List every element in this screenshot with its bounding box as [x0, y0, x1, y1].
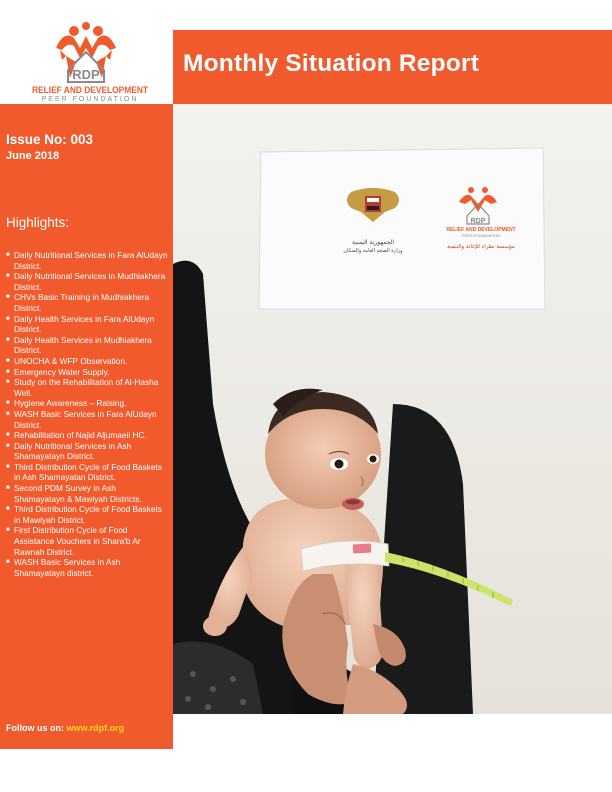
- bullet-icon: ■: [6, 527, 10, 534]
- bullet-icon: ■: [6, 368, 10, 375]
- website-link[interactable]: www.rdpf.org: [66, 723, 125, 733]
- bullet-icon: ■: [6, 559, 10, 566]
- logo-name-line2: PEER FOUNDATION: [41, 96, 139, 103]
- bullet-icon: ■: [6, 294, 10, 301]
- bullet-icon: ■: [6, 410, 10, 417]
- bullet-icon: ■: [6, 273, 10, 280]
- bullet-icon: ■: [6, 336, 10, 343]
- bullet-icon: ■: [6, 252, 10, 258]
- highlight-item: ■ WASH Basic Services in Fara AlUdayn District.: [6, 408, 157, 430]
- highlight-item: ■ Emergency Water Supply.: [6, 366, 110, 377]
- highlight-item: ■ Third Distribution Cycle of Food Baskets in Ash Shamayatan District.: [6, 461, 163, 483]
- bullet-icon: ■: [6, 485, 10, 492]
- report-title: Monthly Situation Report: [183, 50, 480, 77]
- highlight-item: ■ First Distribution Cycle of Food Assistance Vouchers in Shara'b Ar Rawnah District.: [6, 525, 141, 557]
- bullet-icon: ■: [6, 315, 10, 322]
- rdp-logo-icon: [0, 0, 173, 104]
- poster-emblem-label2: وزارة الصحة العامة والسكان: [343, 248, 403, 254]
- logo-name-line1: RELIEF AND DEVELOPMENT: [32, 85, 149, 96]
- follow-us: Follow us on: www.rdpf.org: [6, 723, 125, 733]
- highlight-item: ■ WASH Basic Services in Ash Shamayatayn district.: [6, 557, 121, 578]
- bullet-icon: ■: [6, 442, 10, 449]
- highlight-item: ■ Daily Nutritional Services in Fara AlUdayn District.: [6, 250, 168, 271]
- logo: [0, 0, 173, 104]
- highlight-item: ■ CHVs Basic Training in Mudhiakhera District.: [6, 292, 150, 313]
- poster-logo-name-line1: RELIEF AND DEVELOPMENT: [446, 227, 516, 233]
- highlight-item: ■ Daily Health Services in Mudhiakhera District.: [6, 334, 152, 356]
- bullet-icon: ■: [6, 432, 10, 439]
- highlight-item: ■ Second PDM Survey in Ash Shamayatayn & Mawiyah Districts.: [6, 483, 142, 504]
- child-measurement-photo: [173, 104, 612, 714]
- highlights-list: [6, 250, 168, 578]
- logo-acronym: RDP: [72, 67, 100, 82]
- issue-number: Issue No: 003: [6, 132, 94, 147]
- poster: [259, 148, 545, 309]
- highlight-item: ■ Daily Nutritional Services in Ash Shamayatayn District.: [6, 440, 132, 462]
- header-bar: [173, 30, 612, 104]
- bullet-icon: ■: [6, 463, 10, 470]
- highlight-item: ■ Daily Nutritional Services in Mudhiakhera District.: [6, 271, 166, 292]
- poster-logo-acronym: RDP: [470, 218, 486, 225]
- bullet-icon: ■: [6, 357, 10, 364]
- highlight-item: ■ Third Distribution Cycle of Food Baskets in Mawiyah District.: [6, 504, 163, 525]
- highlight-item: ■ Hygiene Awareness – Raising.: [6, 398, 127, 409]
- highlight-item: ■ Study on the Rehabilitation of Al-Hasha Well.: [6, 377, 159, 398]
- cover-photo: [173, 104, 612, 714]
- bullet-icon: ■: [6, 400, 10, 407]
- poster-logo-arabic: مؤسسة نظراء للإغاثة والتنمية: [447, 244, 515, 250]
- highlights-title: Highlights:: [6, 215, 70, 230]
- highlight-item: ■ UNOCHA & WFP Observation.: [6, 355, 128, 366]
- poster-logo-name-line2: PEER FOUNDATION: [461, 233, 501, 238]
- issue-date: June 2018: [6, 150, 60, 162]
- highlight-item: ■ Rehabilitation of Najid Aljumaeii HC.: [6, 430, 147, 441]
- bullet-icon: ■: [6, 506, 10, 513]
- highlight-item: ■ Daily Health Services in Fara AlUdayn District.: [6, 313, 155, 335]
- poster-emblem-label: الجمهورية اليمنية: [351, 239, 395, 246]
- sidebar: [0, 104, 173, 749]
- bullet-icon: ■: [6, 379, 10, 386]
